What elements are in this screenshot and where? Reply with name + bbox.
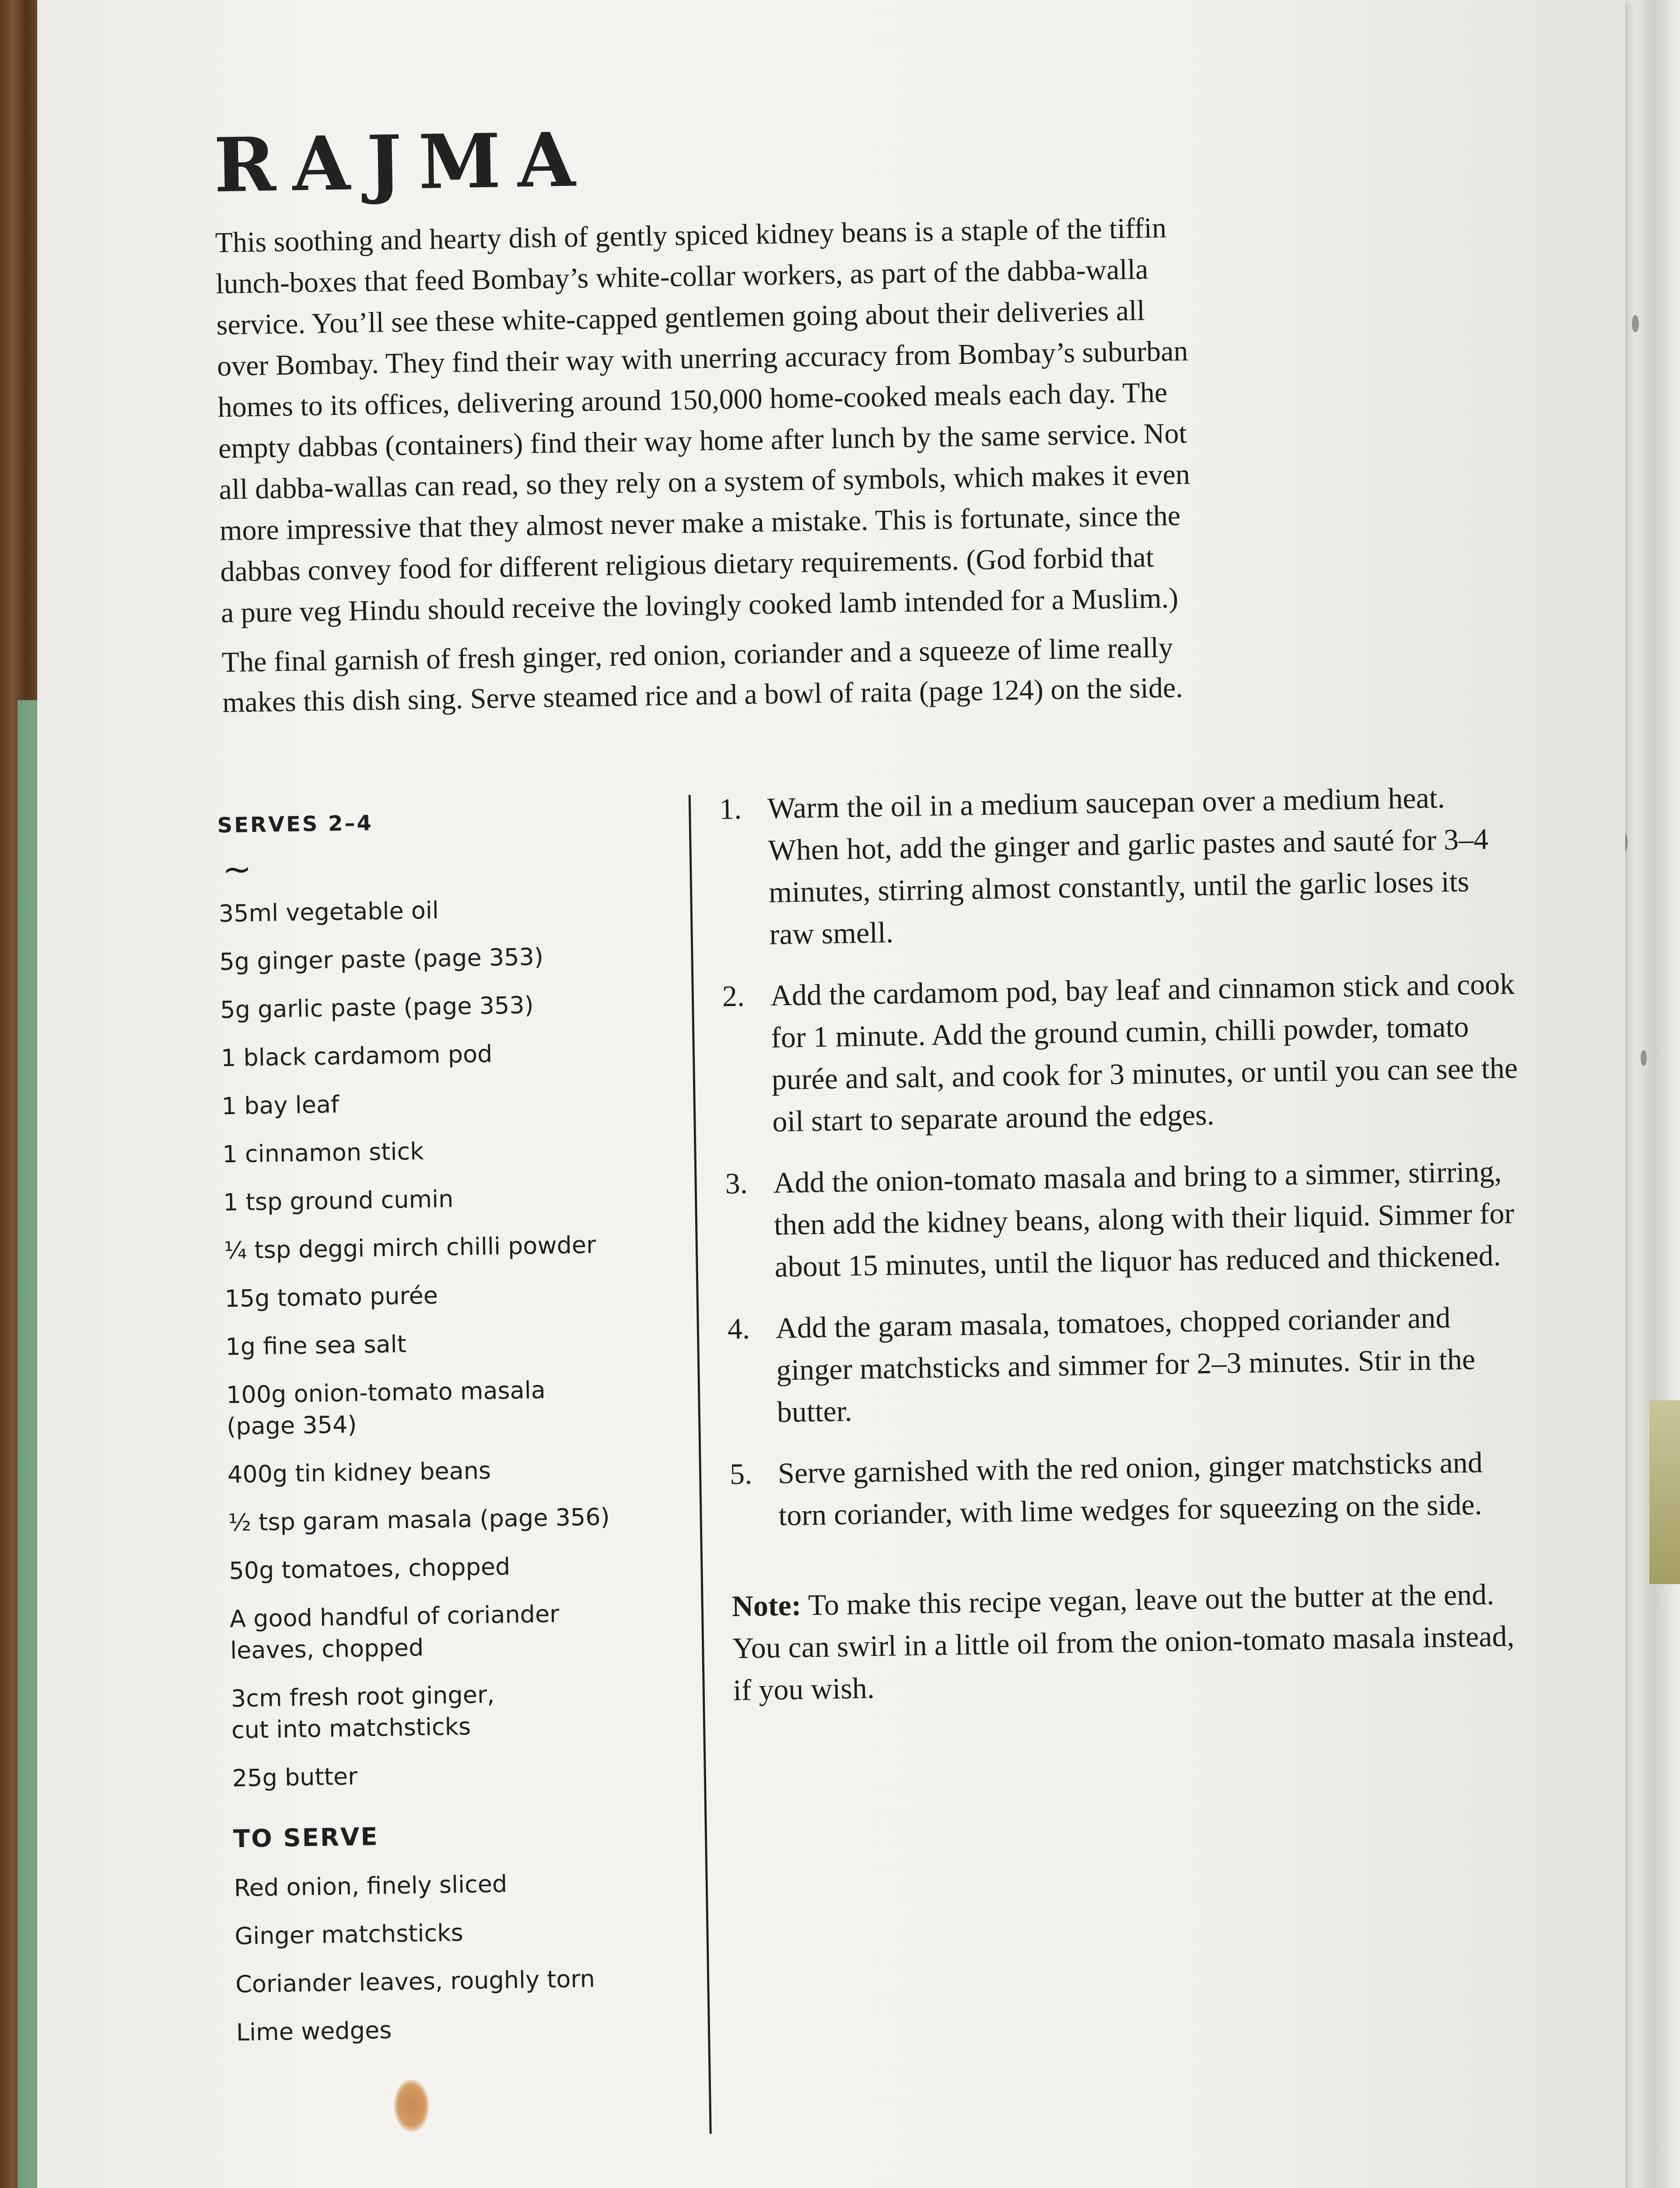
ingredient-item: ½ tsp garam masala (page 356) — [228, 1503, 610, 1537]
ingredient-item: 15g tomato purée — [224, 1281, 438, 1313]
step-number: 5. — [729, 1457, 752, 1491]
intro-paragraph — [215, 205, 1323, 634]
ingredient-item: 50g tomatoes, chopped — [228, 1553, 511, 1585]
intro-line: empty dabbas (containers) find their way home after lunch by the same service. Not — [218, 417, 1187, 465]
step-number: 4. — [727, 1311, 750, 1346]
ingredient-item: 1 cinnamon stick — [222, 1137, 424, 1168]
olive-object — [1649, 1400, 1680, 1584]
intro-line: more impressive that they almost never make a mistake. This is fortunate, since the — [219, 499, 1181, 547]
note-label: Note: — [732, 1588, 802, 1623]
step-text: Serve garnished with the red onion, ginger matchsticks and torn coriander, with lime wedges for squeezing on the side. — [777, 1445, 1483, 1532]
ingredient-item: A good handful of coriander leaves, chopped — [229, 1600, 560, 1665]
ingredient-item: 1g fine sea salt — [225, 1330, 407, 1361]
step-text: Add the cardamom pod, bay leaf and cinnamon stick and cook for 1 minute. Add the ground cumin, chilli powder, tomato purée and salt, and cook for 3 minutes, or until you can see the oil start to separate around the edges. — [770, 967, 1518, 1138]
ingredient-item: 25g butter — [232, 1762, 358, 1792]
marble-vein — [1641, 1050, 1647, 1066]
method-step — [725, 1150, 1523, 1289]
ingredient-item: 1 black cardamom pod — [220, 1040, 493, 1072]
method-step — [729, 1441, 1527, 1537]
intro-line: homes to its offices, delivering around 150,000 home-cooked meals each day. The — [217, 376, 1168, 424]
step-text: Add the onion-tomato masala and bring to a simmer, stirring, then add the kidney beans, along with their liquid. Simmer for about 15 minutes, until the liquor has reduced and thickened. — [773, 1154, 1515, 1283]
intro-line: a pure veg Hindu should receive the lovingly cooked lamb intended for a Muslim.) — [220, 582, 1179, 629]
to-serve-item: Ginger matchsticks — [234, 1918, 464, 1950]
ingredient-item: ¼ tsp deggi mirch chilli powder — [224, 1231, 596, 1265]
recipe-title: RAJMA — [213, 116, 593, 210]
ingredient-item: 35ml vegetable oil — [218, 896, 439, 928]
method-steps — [719, 775, 1530, 1741]
intro-line: all dabba-wallas can read, so they rely on a system of symbols, which makes it even — [219, 458, 1190, 506]
method-step — [719, 775, 1518, 956]
ingredient-item: 400g tin kidney beans — [227, 1456, 491, 1489]
step-number: 2. — [722, 979, 745, 1013]
step-number: 1. — [719, 792, 742, 826]
method-step — [722, 963, 1521, 1143]
to-serve-item: Lime wedges — [236, 2016, 392, 2047]
serving-suggestion-paragraph — [221, 625, 1325, 723]
ingredients-column — [217, 806, 714, 2065]
serves-heading: SERVES 2–4 — [217, 810, 374, 838]
step-number: 3. — [725, 1166, 748, 1200]
to-serve-item: Coriander leaves, roughly torn — [235, 1965, 595, 1999]
cookbook-page — [37, 0, 1625, 2188]
step-text: Add the garam masala, tomatoes, chopped coriander and ginger matchsticks and simmer for 2–3 minutes. Stir in the butter. — [775, 1301, 1476, 1429]
to-serve-item: Red onion, finely sliced — [234, 1870, 508, 1902]
intro-line: The final garnish of fresh ginger, red onion, coriander and a squeeze of lime really — [221, 631, 1173, 679]
ingredient-item: 100g onion-tomato masala (page 354) — [226, 1376, 546, 1441]
ingredient-item: 1 bay leaf — [221, 1090, 340, 1120]
intro-line: makes this dish sing. Serve steamed rice and a bowl of raita (page 124) on the side. — [222, 671, 1183, 719]
ingredient-item: 3cm fresh root ginger, cut into matchsticks — [231, 1680, 495, 1744]
page-content — [168, 0, 1647, 2188]
recipe-note — [732, 1573, 1530, 1711]
ingredient-item: 5g ginger paste (page 353) — [219, 943, 544, 976]
intro-line: service. You’ll see these white-capped gentlemen going about their deliveries all — [216, 295, 1145, 341]
intro-line: lunch-boxes that feed Bombay’s white-collar workers, as part of the dabba-walla — [215, 253, 1148, 300]
method-step — [727, 1295, 1525, 1434]
intro-line: over Bombay. They find their way with unerring accuracy from Bombay’s suburban — [217, 335, 1189, 382]
note-text: To make this recipe vegan, leave out the butter at the end. You can swirl in a little oil from the onion-tomato masala instead, if you wish. — [732, 1577, 1515, 1707]
to-serve-heading: TO SERVE — [233, 1822, 379, 1854]
step-text: Warm the oil in a medium saucepan over a medium heat. When hot, add the ginger and garlic pastes and sauté for 3–4 minutes, stirring almost constantly, until the garlic loses its raw smell. — [767, 781, 1489, 951]
food-stain — [394, 2079, 430, 2132]
ingredient-item: 5g garlic paste (page 353) — [220, 991, 534, 1024]
marble-vein — [1632, 315, 1639, 333]
intro-line: dabbas convey food for different religious dietary requirements. (God forbid that — [220, 541, 1154, 588]
ingredient-item: 1 tsp ground cumin — [223, 1185, 454, 1217]
intro-line: This soothing and hearty dish of gently spiced kidney beans is a staple of the tiffin — [215, 212, 1167, 259]
tilde-divider: ~ — [222, 849, 252, 890]
